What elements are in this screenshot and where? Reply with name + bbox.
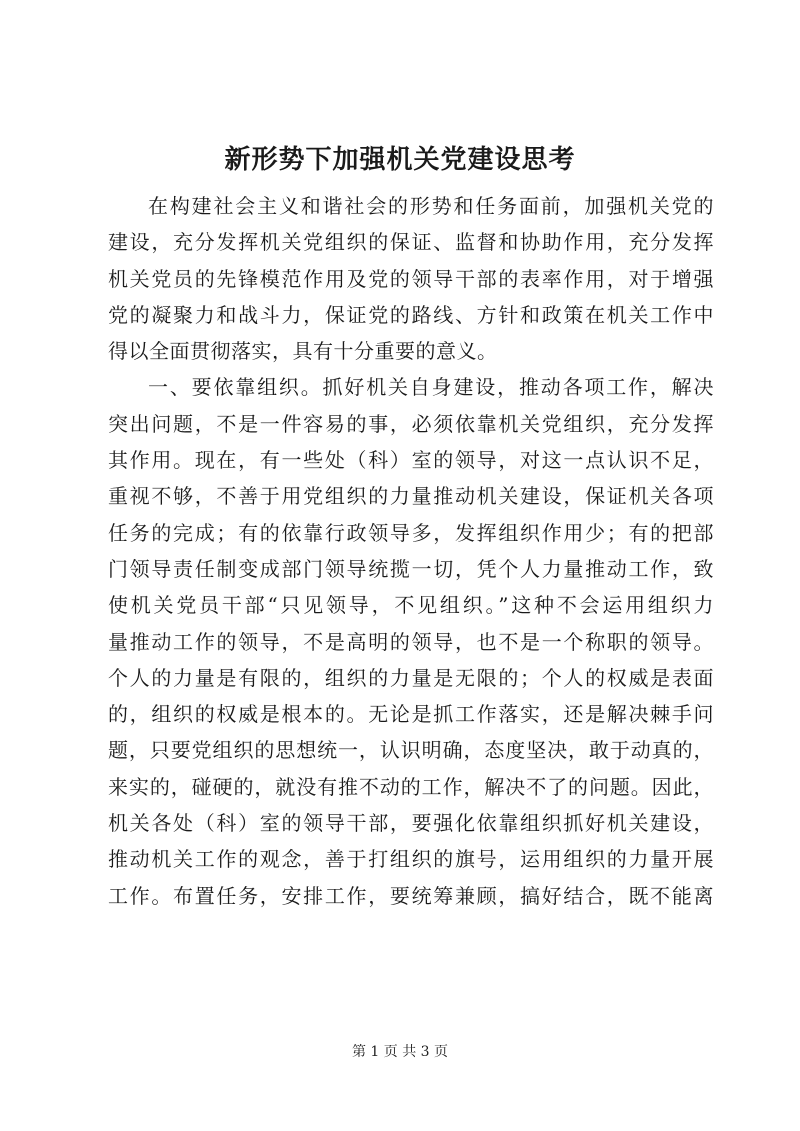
paragraph-2-line: 来实的，碰硬的，就没有推不动的工作，解决不了的问题。因此， [108, 774, 714, 799]
document-body [108, 188, 714, 914]
paragraph-1-line: 得以全面贯彻落实，具有十分重要的意义。 [108, 339, 498, 364]
paragraph-2-line: 推动机关工作的观念，善于打组织的旗号，运用组织的力量开展 [108, 847, 714, 872]
paragraph-2-line: 重视不够，不善于用党组织的力量推动机关建设，保证机关各项 [108, 484, 714, 509]
paragraph-2-line: 任务的完成；有的依靠行政领导多，发挥组织作用少；有的把部 [108, 520, 714, 545]
paragraph-2-line: 门领导责任制变成部门领导统揽一切，凭个人力量推动工作，致 [108, 556, 714, 581]
paragraph-2-line: 个人的力量是有限的，组织的力量是无限的；个人的权威是表面 [108, 665, 714, 690]
paragraph-2-line: 量推动工作的领导，不是高明的领导，也不是一个称职的领导。 [108, 629, 714, 654]
paragraph-2-line: 题，只要党组织的思想统一，认识明确，态度坚决，敢于动真的， [108, 738, 714, 763]
paragraph-1-line: 建设，充分发挥机关党组织的保证、监督和协助作用，充分发挥 [108, 230, 714, 255]
document-title: 新形势下加强机关党建设思考 [224, 145, 576, 175]
page-footer: 第 1 页 共 3 页 [351, 1044, 449, 1060]
paragraph-1-line: 党的凝聚力和战斗力，保证党的路线、方针和政策在机关工作中 [108, 302, 714, 327]
paragraph-2-line: 其作用。现在，有一些处（科）室的领导，对这一点认识不足， [108, 448, 714, 473]
paragraph-2-line: 的，组织的权威是根本的。无论是抓工作落实，还是解决棘手问 [108, 702, 714, 727]
paragraph-2-line: 突出问题，不是一件容易的事，必须依靠机关党组织，充分发挥 [108, 411, 714, 436]
paragraph-1-line: 机关党员的先锋模范作用及党的领导干部的表率作用，对于增强 [108, 266, 714, 291]
paragraph-2-line: 一、要依靠组织。抓好机关自身建设，推动各项工作，解决 [148, 375, 714, 400]
paragraph-2-line: 机关各处（科）室的领导干部，要强化依靠组织抓好机关建设， [108, 811, 714, 836]
paragraph-1-line: 在构建社会主义和谐社会的形势和任务面前，加强机关党的 [148, 194, 714, 218]
paragraph-2-line: 工作。布置任务，安排工作，要统筹兼顾，搞好结合，既不能离 [108, 883, 714, 908]
paragraph-2-line: 使机关党员干部“只见领导，不见组织。”这种不会运用组织力 [108, 593, 714, 618]
